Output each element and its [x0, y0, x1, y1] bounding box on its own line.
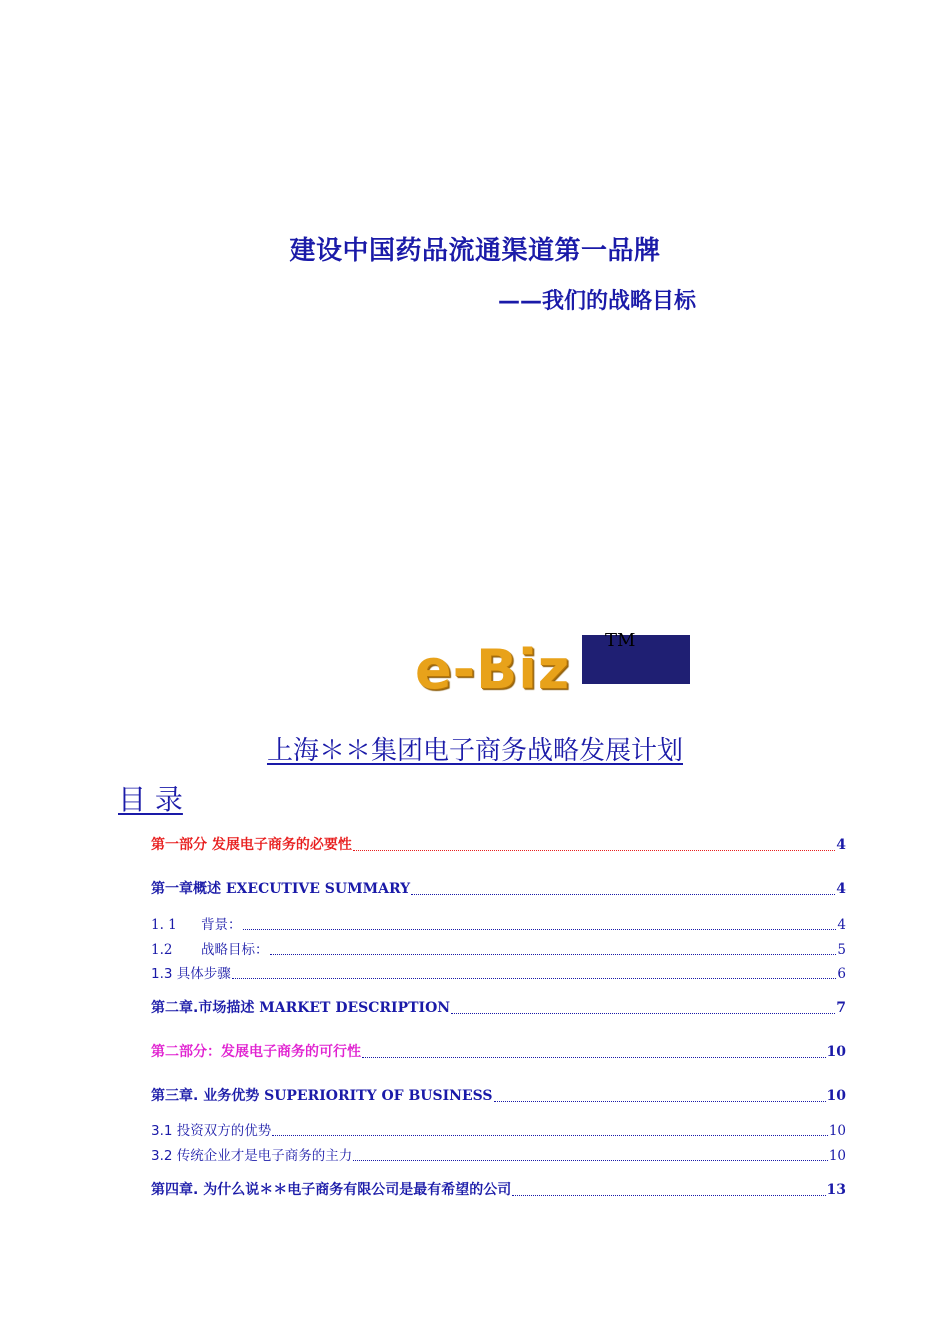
toc-entry-page: 4: [836, 837, 846, 853]
toc-entry-part2[interactable]: [151, 1041, 846, 1061]
toc-entry-page: 7: [836, 1000, 846, 1016]
plan-title[interactable]: [0, 730, 950, 767]
toc-entry-1-2[interactable]: [151, 938, 846, 958]
toc-entry-page: 4: [836, 881, 846, 897]
toc-entry-3-2[interactable]: [151, 1144, 846, 1164]
toc-entry-page: 10: [826, 1088, 846, 1104]
toc-entry-3-1[interactable]: [151, 1119, 846, 1139]
toc-entry-chapter4[interactable]: [151, 1179, 846, 1199]
toc-entry-number: 1.2: [151, 942, 173, 958]
toc-entry-page: 10: [826, 1044, 846, 1060]
cover-subtitle: ——我们的战略目标: [498, 289, 697, 314]
toc-entry-label: 3.2 传统企业才是电子商务的主力: [151, 1148, 353, 1164]
toc-entry-label: 背景：: [201, 917, 242, 933]
toc-leader: [362, 1057, 826, 1058]
toc-entry-part1[interactable]: [151, 834, 846, 854]
toc-entry-chapter1[interactable]: [151, 878, 846, 898]
toc-entry-label: 3.1 投资双方的优势: [151, 1123, 272, 1139]
toc-entry-page: 4: [837, 917, 846, 933]
toc-entry-label: 第二章.市场描述: [151, 1000, 260, 1016]
toc-leader: [494, 1101, 826, 1102]
toc-entry-page: 10: [828, 1123, 846, 1139]
toc-entry-page: 13: [826, 1182, 846, 1198]
toc-entry-page: 10: [828, 1148, 846, 1164]
toc-entry-1-1[interactable]: [151, 913, 846, 933]
toc-entry-label-en: EXECUTIVE SUMMARY: [225, 881, 411, 897]
toc-entry-label-en: MARKET DESCRIPTION: [259, 1000, 451, 1016]
toc-heading[interactable]: 目 录: [118, 783, 183, 816]
toc-entry-label: 第一部分 发展电子商务的必要性: [151, 837, 352, 853]
toc-entry-label: 第一章概述: [151, 881, 226, 897]
logo-box: [582, 635, 690, 684]
toc-leader: [243, 929, 837, 930]
plan-title-link[interactable]: 上海＊＊集团电子商务战略发展计划: [266, 736, 683, 766]
toc-leader: [270, 954, 837, 955]
logo-trademark: TM: [605, 630, 636, 651]
toc-entry-number: 1. 1: [151, 917, 177, 933]
toc-entry-chapter2[interactable]: [151, 997, 846, 1017]
toc-entry-label-en: SUPERIORITY OF BUSINESS: [264, 1088, 493, 1104]
toc-entry-label: 第四章. 为什么说＊＊电子商务有限公司是最有希望的公司: [151, 1182, 512, 1198]
toc-entry-page: 5: [837, 942, 846, 958]
toc-leader: [451, 1013, 835, 1014]
logo-text: e-Biz: [415, 638, 571, 701]
toc-leader: [353, 1160, 828, 1161]
toc-entry-label: 1.3 具体步骤: [151, 966, 231, 982]
toc-leader: [411, 894, 835, 895]
toc-leader: [512, 1195, 825, 1196]
toc-leader: [272, 1135, 828, 1136]
toc-entry-label: 第三章. 业务优势: [151, 1088, 265, 1104]
toc-leader: [232, 978, 837, 979]
cover-title: 建设中国药品流通渠道第一品牌: [289, 236, 661, 266]
toc-entry-1-3[interactable]: [151, 962, 846, 982]
toc-entry-label: 战略目标：: [201, 942, 269, 958]
toc-entry-page: 6: [837, 966, 846, 982]
toc-entry-label: 第二部分：发展电子商务的可行性: [151, 1044, 361, 1060]
toc-entry-chapter3[interactable]: [151, 1085, 846, 1105]
ebiz-logo: [415, 630, 695, 700]
toc-leader: [353, 850, 835, 851]
